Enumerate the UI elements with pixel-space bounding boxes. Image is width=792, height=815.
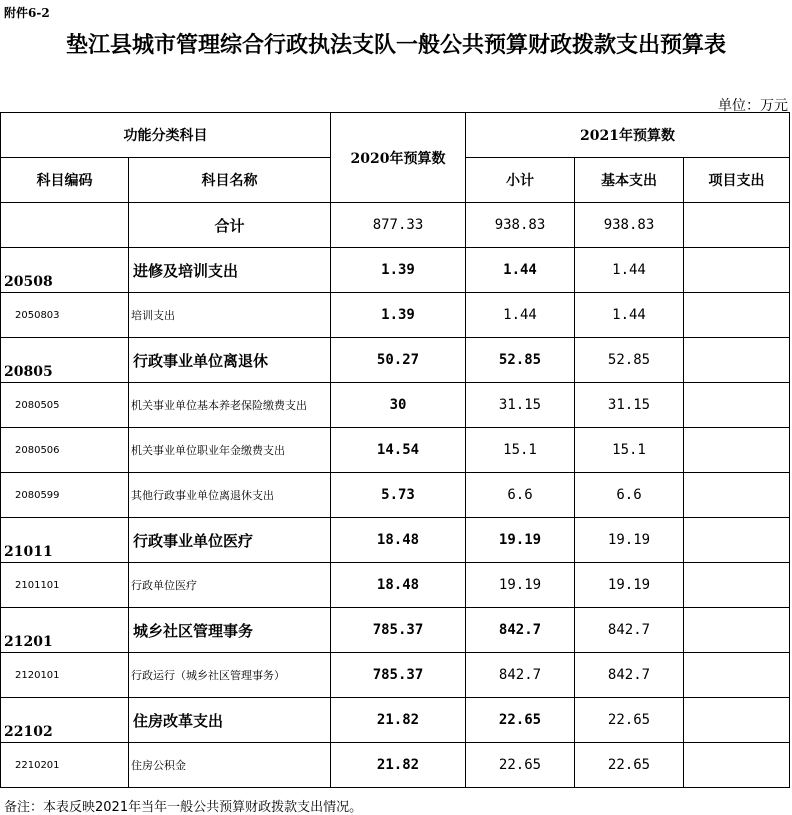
subject-name: 行政单位医疗 — [129, 563, 331, 608]
project-value — [684, 383, 790, 428]
budget-2020-value: 5.73 — [331, 473, 466, 518]
basic-value: 52.85 — [575, 338, 684, 383]
basic-value: 1.44 — [575, 293, 684, 338]
total-subtotal: 938.83 — [466, 203, 575, 248]
budget-2020-value: 21.82 — [331, 743, 466, 788]
subject-code: 2080599 — [1, 473, 129, 518]
total-label: 合计 — [129, 203, 331, 248]
header-row-1 — [1, 113, 790, 158]
subtotal-header: 小计 — [466, 158, 575, 203]
basic-value: 22.65 — [575, 698, 684, 743]
basic-value: 15.1 — [575, 428, 684, 473]
table-row — [1, 653, 790, 698]
table-row — [1, 563, 790, 608]
subject-code: 2101101 — [1, 563, 129, 608]
code-header: 科目编码 — [1, 158, 129, 203]
subject-name: 城乡社区管理事务 — [129, 608, 331, 653]
subject-name: 机关事业单位职业年金缴费支出 — [129, 428, 331, 473]
budget-2020-value: 785.37 — [331, 608, 466, 653]
subtotal-value: 19.19 — [466, 563, 575, 608]
subtotal-value: 15.1 — [466, 428, 575, 473]
project-value — [684, 248, 790, 293]
subject-code: 2120101 — [1, 653, 129, 698]
subtotal-value: 31.15 — [466, 383, 575, 428]
subject-code: 2080506 — [1, 428, 129, 473]
subject-name: 住房改革支出 — [129, 698, 331, 743]
basic-value: 22.65 — [575, 743, 684, 788]
basic-value: 6.6 — [575, 473, 684, 518]
subtotal-value: 19.19 — [466, 518, 575, 563]
table-row — [1, 473, 790, 518]
budget-2020-value: 18.48 — [331, 563, 466, 608]
attachment-label: 附件6-2 — [4, 6, 50, 20]
subtotal-value: 1.44 — [466, 248, 575, 293]
table-row — [1, 743, 790, 788]
table-row — [1, 293, 790, 338]
subject-code: 20508 — [1, 248, 129, 293]
project-value — [684, 563, 790, 608]
budget-2020-value: 21.82 — [331, 698, 466, 743]
subject-name: 进修及培训支出 — [129, 248, 331, 293]
budget-2020-value: 1.39 — [331, 293, 466, 338]
name-header: 科目名称 — [129, 158, 331, 203]
subtotal-value: 1.44 — [466, 293, 575, 338]
table-row — [1, 248, 790, 293]
project-value — [684, 428, 790, 473]
page-title: 垫江县城市管理综合行政执法支队一般公共预算财政拨款支出预算表 — [65, 32, 726, 58]
project-value — [684, 608, 790, 653]
budget-2020-value: 18.48 — [331, 518, 466, 563]
subject-code: 2210201 — [1, 743, 129, 788]
unit-label: 单位：万元 — [718, 98, 788, 114]
basic-value: 1.44 — [575, 248, 684, 293]
budget-2020-value: 50.27 — [331, 338, 466, 383]
budget-2020-header: 2020年预算数 — [331, 113, 466, 203]
subtotal-value: 6.6 — [466, 473, 575, 518]
func-category-header: 功能分类科目 — [1, 113, 331, 158]
total-basic: 938.83 — [575, 203, 684, 248]
subject-code: 21201 — [1, 608, 129, 653]
budget-2020-value: 14.54 — [331, 428, 466, 473]
subject-name: 培训支出 — [129, 293, 331, 338]
subtotal-value: 22.65 — [466, 743, 575, 788]
budget-2020-value: 785.37 — [331, 653, 466, 698]
budget-2020-value: 1.39 — [331, 248, 466, 293]
subtotal-value: 52.85 — [466, 338, 575, 383]
subject-code: 20805 — [1, 338, 129, 383]
project-header: 项目支出 — [684, 158, 790, 203]
subtotal-value: 842.7 — [466, 608, 575, 653]
subject-code: 21011 — [1, 518, 129, 563]
subject-name: 住房公积金 — [129, 743, 331, 788]
basic-value: 842.7 — [575, 608, 684, 653]
total-code-cell — [1, 203, 129, 248]
basic-value: 19.19 — [575, 518, 684, 563]
subject-name: 行政运行（城乡社区管理事务） — [129, 653, 331, 698]
table-row — [1, 383, 790, 428]
total-row — [1, 203, 790, 248]
table-row — [1, 338, 790, 383]
project-value — [684, 473, 790, 518]
subtotal-value: 22.65 — [466, 698, 575, 743]
project-value — [684, 743, 790, 788]
table-row — [1, 698, 790, 743]
table-row — [1, 608, 790, 653]
subject-name: 机关事业单位基本养老保险缴费支出 — [129, 383, 331, 428]
total-2020: 877.33 — [331, 203, 466, 248]
basic-value: 19.19 — [575, 563, 684, 608]
project-value — [684, 698, 790, 743]
basic-value: 842.7 — [575, 653, 684, 698]
project-value — [684, 518, 790, 563]
budget-2021-header: 2021年预算数 — [466, 113, 790, 158]
project-value — [684, 293, 790, 338]
footnote: 备注：本表反映2021年当年一般公共预算财政拨款支出情况。 — [4, 800, 363, 815]
project-value — [684, 653, 790, 698]
subject-code: 22102 — [1, 698, 129, 743]
total-project — [684, 203, 790, 248]
budget-2020-value: 30 — [331, 383, 466, 428]
table-row — [1, 428, 790, 473]
subtotal-value: 842.7 — [466, 653, 575, 698]
subject-name: 行政事业单位医疗 — [129, 518, 331, 563]
budget-table — [0, 112, 790, 788]
table-row — [1, 518, 790, 563]
subject-code: 2050803 — [1, 293, 129, 338]
basic-header: 基本支出 — [575, 158, 684, 203]
subject-name: 行政事业单位离退休 — [129, 338, 331, 383]
basic-value: 31.15 — [575, 383, 684, 428]
project-value — [684, 338, 790, 383]
subject-name: 其他行政事业单位离退休支出 — [129, 473, 331, 518]
subject-code: 2080505 — [1, 383, 129, 428]
